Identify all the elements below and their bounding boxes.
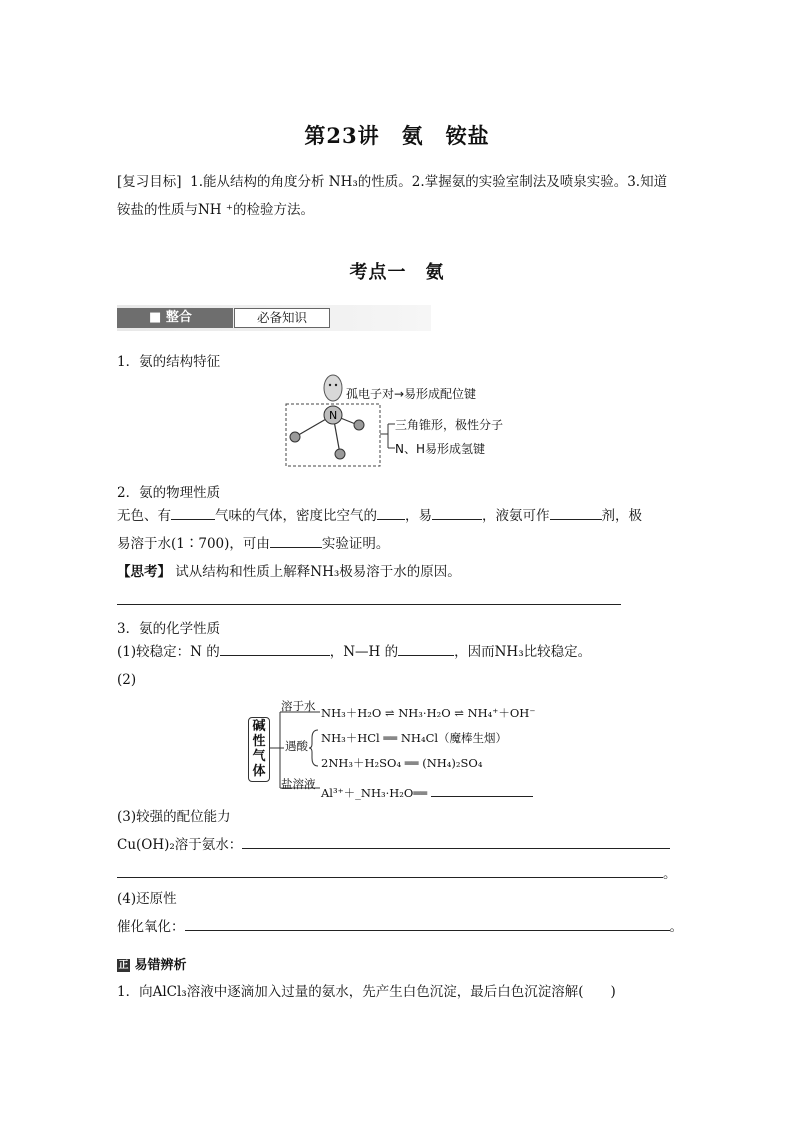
section-banner [117,305,431,331]
answer-blank[interactable] [220,641,330,656]
answer-blank[interactable] [550,505,602,520]
acid-equation-1: NH₃＋HCl ══ NH₄Cl（魔棒生烟） [321,731,508,745]
think-tag: 【思考】 [117,564,171,580]
answer-blank[interactable] [432,505,482,520]
chem-3-line-2: 。 [117,860,677,888]
chem-stability [117,638,591,666]
phys-text: ，液氨可作 [482,508,550,524]
answer-blank[interactable] [398,641,454,656]
banner-square-icon: ■ [149,310,162,325]
chem-4-heading: (4)还原性 [117,891,177,907]
banner-left-label: 整合 [165,310,192,325]
review-line-2: 铵盐的性质与NH ⁺的检验方法。 [117,202,315,218]
chem-text: ，N—H 的 [329,644,399,660]
section-title: 考点一 氨 [349,262,445,283]
nitrogen-label: N [329,409,338,422]
phys-text: ，易 [405,508,432,524]
answer-blank[interactable] [431,782,533,797]
phys-text: 无色、有 [117,508,171,524]
hydrogen-atom [335,449,345,459]
answer-blank[interactable] [242,834,670,849]
chem-4-line: 催化氧化： 。 [117,913,683,941]
water-label: 溶于水 [281,699,316,713]
hbond-note: N、H易形成氢键 [395,442,486,456]
heading-structure: 1．氨的结构特征 [117,354,221,370]
question-1: 1．向AlCl₃溶液中逐滴加入过量的氨水，先产生白色沉淀，最后白色沉淀溶解( ) [117,984,616,1000]
acid-brace [308,728,320,768]
acid-equation-2: 2NH₃＋H₂SO₄ ══ (NH₄)₂SO₄ [321,756,483,770]
phys-text: 实验证明。 [321,536,390,552]
mistake-icon: 正 [118,960,129,971]
answer-blank[interactable] [185,916,670,931]
banner-right-label: 必备知识 [234,308,330,328]
mistake-heading [117,954,187,973]
think-text: 试从结构和性质上解释NH₃极易溶于水的原因。 [175,564,461,580]
phys-text: 气味的气体，密度比空气的 [215,508,377,524]
physical-properties [117,502,687,558]
basic-gas-box: 碱 性 气 体 [248,717,270,782]
mistake-title: 易错辨析 [134,958,187,973]
chem-text: (1)较稳定：N 的 [117,644,220,660]
chem-2-label: (2) [117,672,137,688]
cu-label: Cu(OH)₂溶于氨水： [117,837,243,853]
phys-text: 易溶于水(1∶700)，可由 [117,536,270,552]
chem-text: ，因而NH₃比较稳定。 [454,644,592,660]
shape-note: 三角锥形，极性分子 [395,418,504,432]
review-tag: [复习目标] [117,174,182,190]
banner-left [117,308,233,328]
answer-line[interactable] [117,604,621,605]
review-objectives [117,168,687,224]
hydrogen-atom [290,432,300,442]
review-line-1: 1.能从结构的角度分析 NH₃的性质。2.掌握氨的实验室制法及喷泉实验。3.知道 [190,174,668,190]
think-prompt [117,558,461,586]
lone-pair-orbital [324,375,342,401]
water-equation: NH₃＋H₂O ⇌ NH₃·H₂O ⇌ NH₄⁺＋OH⁻ [321,706,536,720]
answer-blank[interactable] [117,863,663,878]
acid-label: 遇酸 [285,739,308,753]
page-title: 第23讲 氨 铵盐 [304,123,490,148]
chem-3-heading: (3)较强的配位能力 [117,809,231,825]
salt-label: 盐溶液 [281,777,316,791]
salt-equation [321,782,533,801]
hydrogen-atom [354,420,364,430]
answer-blank[interactable] [270,533,322,548]
lone-pair-note: 孤电子对→易形成配位键 [346,387,477,401]
answer-blank[interactable] [377,505,405,520]
heading-physical: 2．氨的物理性质 [117,485,221,501]
heading-chemical: 3．氨的化学性质 [117,621,221,637]
catalytic-label: 催化氧化： [117,919,185,935]
answer-blank[interactable] [171,505,215,520]
chem-3-line [117,831,670,859]
phys-text: 剂，极 [601,508,642,524]
salt-equation-text: Al³⁺＋_NH₃·H₂O══ [321,786,428,800]
